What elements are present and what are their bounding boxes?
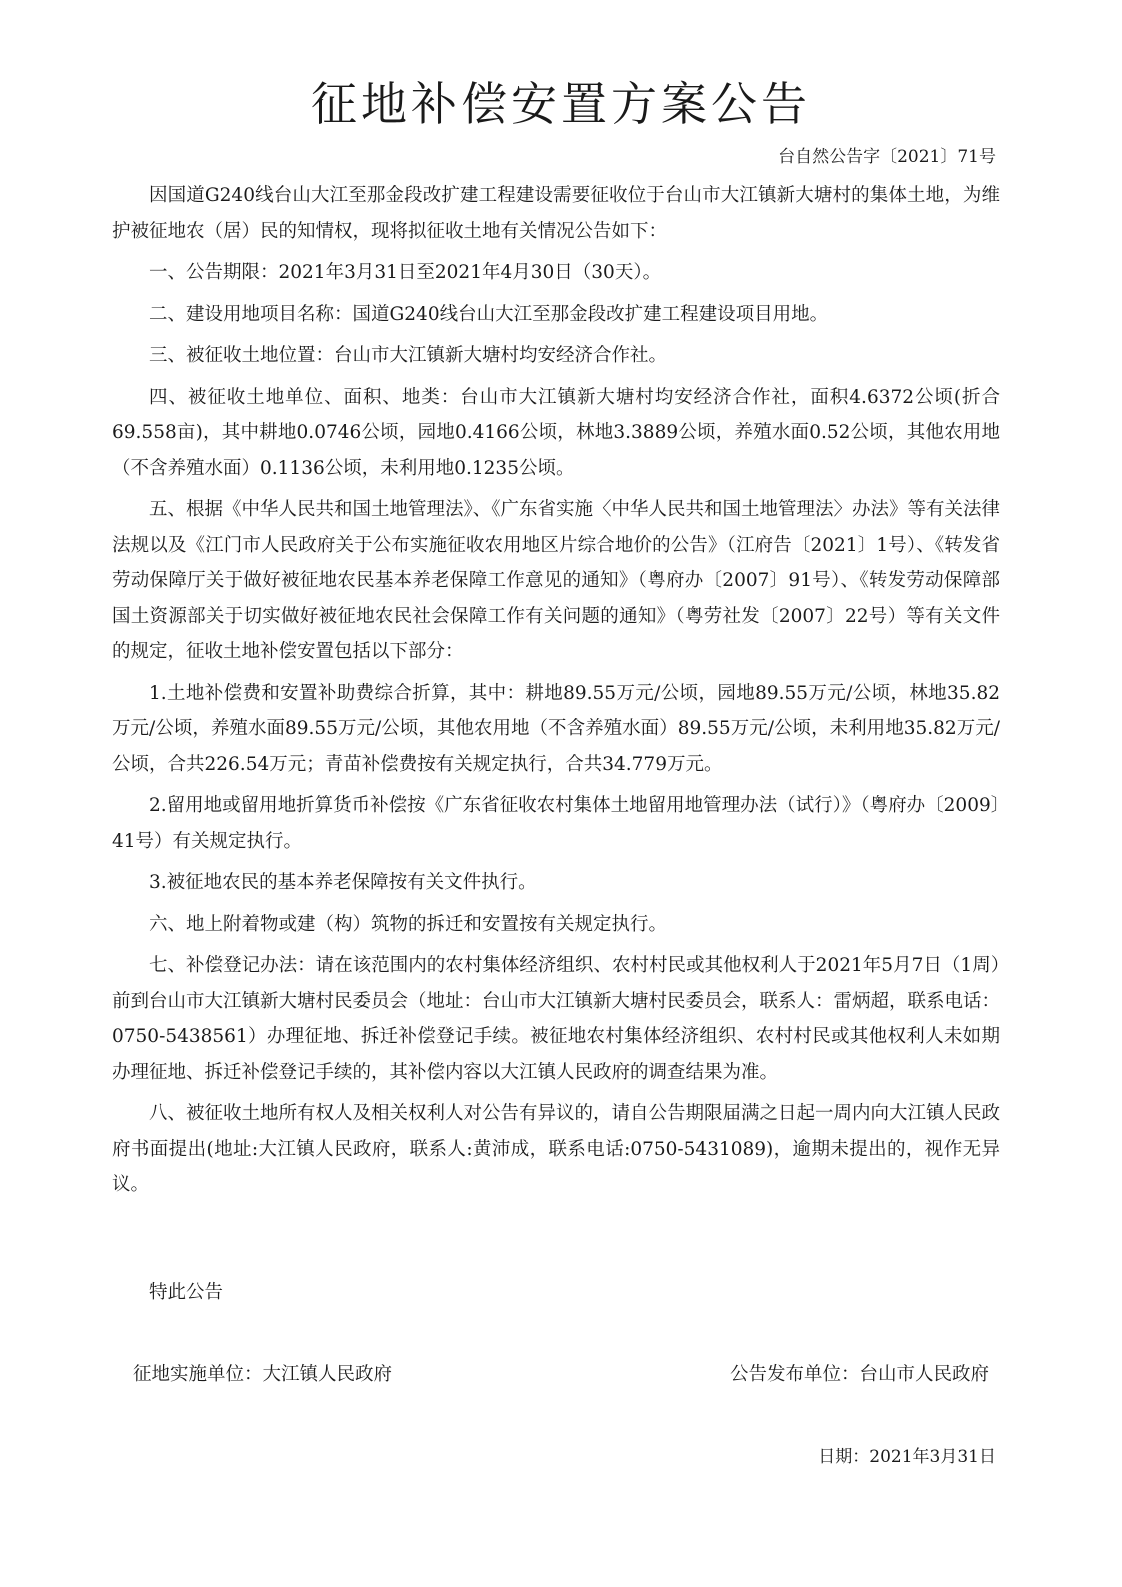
publish-date: 日期：2021年3月31日 xyxy=(818,1447,996,1467)
section-5-item-1-compensation: 1.土地补偿费和安置补助费综合折算，其中：耕地89.55万元/公顷，园地89.55万元/公顷，林地35.82万元/公顷，养殖水面89.55万元/公顷，其他农用地（不含养殖水面）89.55万元/公顷，未利用地35.82万元/公顷，合共226.54万元；青苗补偿费按有关规定执行，合共34.779万元。 xyxy=(112,682,1000,775)
section-2-project-name: 二、建设用地项目名称：国道G240线台山大江至那金段改扩建工程建设项目用地。 xyxy=(149,303,829,325)
page-title: 征地补偿安置方案公告 xyxy=(311,77,811,131)
implementing-unit: 征地实施单位：大江镇人民政府 xyxy=(133,1364,393,1385)
closing-statement: 特此公告 xyxy=(149,1282,224,1303)
section-8-objections: 八、被征收土地所有权人及相关权利人对公告有异议的，请自公告期限届满之日起一周内向大江镇人民政府书面提出(地址:大江镇人民政府，联系人:黄沛成，联系电话:0750-5431089)，逾期未提出的，视作无异议。 xyxy=(112,1103,1001,1195)
section-3-location: 三、被征收土地位置：台山市大江镇新大塘村均安经济合作社。 xyxy=(149,345,668,366)
section-1-period: 一、公告期限：2021年3月31日至2021年4月30日（30天）。 xyxy=(149,262,662,283)
section-5-item-3-pension: 3.被征地农民的基本养老保障按有关文件执行。 xyxy=(149,872,537,893)
section-4-land-details: 四、被征收土地单位、面积、地类：台山市大江镇新大塘村均安经济合作社，面积4.6372公顷(折合69.558亩)，其中耕地0.0746公顷，园地0.4166公顷，林地3.3889公顷，养殖水面0.52公顷，其他农用地（不含养殖水面）0.1136公顷，未利用地0.1235公顷。 xyxy=(112,386,1000,479)
document-number: 台自然公告字〔2021〕71号 xyxy=(778,147,996,167)
announcement-body xyxy=(112,178,1000,1203)
section-6-relocation: 六、地上附着物或建（构）筑物的拆迁和安置按有关规定执行。 xyxy=(149,913,668,935)
intro-paragraph: 因国道G240线台山大江至那金段改扩建工程建设需要征收位于台山市大江镇新大塘村的集体土地，为维护被征地农（居）民的知情权，现将拟征收土地有关情况公告如下： xyxy=(112,185,1000,242)
section-7-registration: 七、补偿登记办法：请在该范围内的农村集体经济组织、农村村民或其他权利人于2021年5月7日（1周）前到台山市大江镇新大塘村民委员会（地址：台山市大江镇新大塘村民委员会，联系人：雷炳超，联系电话：0750-5438561）办理征地、拆迁补偿登记手续。被征地农村集体经济组织、农村村民或其他权利人未如期办理征地、拆迁补偿登记手续的，其补偿内容以大江镇人民政府的调查结果为准。 xyxy=(112,955,1001,1083)
section-5-legal-basis: 五、根据《中华人民共和国土地管理法》、《广东省实施〈中华人民共和国土地管理法〉办法》等有关法律法规以及《江门市人民政府关于公布实施征收农用地区片综合地价的公告》（江府告〔2021〕1号）、《转发省劳动保障厅关于做好被征地农民基本养老保障工作意见的通知》（粤府办〔2007〕91号）、《转发劳动保障部 国土资源部关于切实做好被征地农民社会保障工作有关问题的通知》（粤劳社发〔2007〕22号）等有关文件的规定，征收土地补偿安置包括以下部分： xyxy=(112,499,1001,662)
section-5-item-2-reserved-land: 2.留用地或留用地折算货币补偿按《广东省征收农村集体土地留用地管理办法（试行）》（粤府办〔2009〕41号）有关规定执行。 xyxy=(112,795,1000,852)
publishing-unit: 公告发布单位：台山市人民政府 xyxy=(729,1364,989,1385)
